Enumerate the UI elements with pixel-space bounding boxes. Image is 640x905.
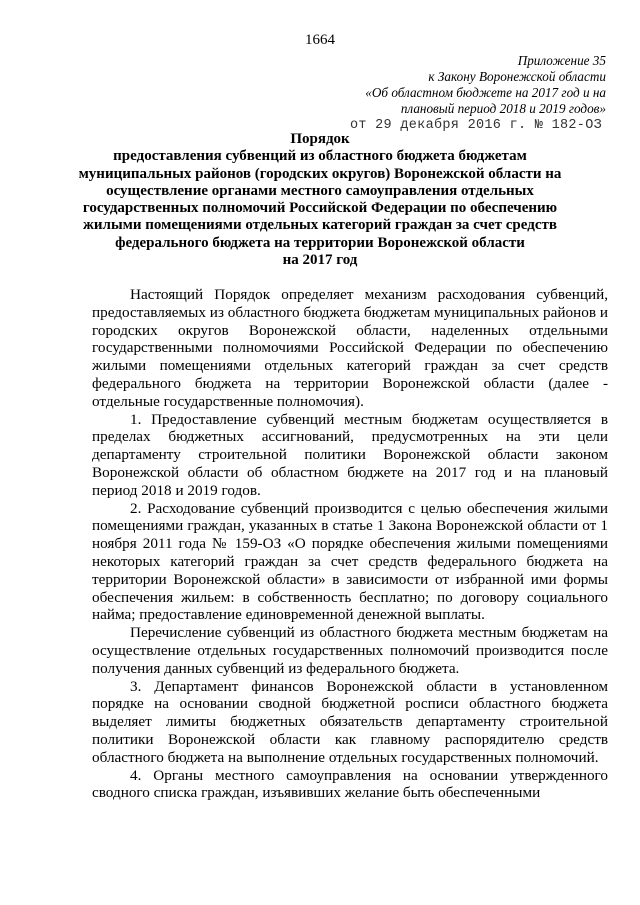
paragraph-2: 2. Расходование субвенций производится с целью обеспечения жилыми помещениями граждан, указанных в статье 1 Закона Воронежской области от 1 ноября 2011 года № 159-ОЗ «О порядке обеспечения жилыми помещениями некоторых категорий граждан за счет средств федерального бюджета на территории Воронежской области» в зависимости от избранной ими формы обеспечения жильем: в собственность бесплатно; по договору социального найма; предоставление единовременной денежной выплаты.	[92, 499, 608, 624]
title-line: федерального бюджета на территории Воронежской области	[115, 234, 525, 251]
annex-reference	[365, 53, 606, 117]
annex-line: «Об областном бюджете на 2017 год и на	[365, 85, 606, 100]
title-line: жилыми помещениями отдельных категорий граждан за счет средств	[83, 217, 557, 234]
document-body	[92, 286, 608, 802]
title-line: предоставления субвенций из областного бюджета бюджетам	[113, 148, 527, 165]
title-line: на 2017 год	[282, 252, 358, 269]
title-line: государственных полномочий Российской Федерации по обеспечению	[82, 200, 558, 217]
title-line: осуществление органами местного самоуправления отдельных	[106, 182, 534, 199]
title-line: муниципальных районов (городских округов) Воронежской области на	[78, 165, 562, 182]
paragraph-3: 3. Департамент финансов Воронежской области в установленном порядке на основании сводной бюджетной росписи областного бюджета выделяет лимиты бюджетных обязательств департаменту строительной политики Воронежской области как главному распорядителю средств областного бюджета на выполнение отдельных государственных полномочий.	[92, 677, 608, 766]
law-date-stamp: от 29 декабря 2016 г. № 182-ОЗ	[349, 118, 602, 133]
annex-line: плановый период 2018 и 2019 годов»	[400, 101, 606, 116]
paragraph-1: 1. Предоставление субвенций местным бюджетам осуществляется в пределах бюджетных ассигнований, предусмотренных на эти цели департаменту строительной политики Воронежской области законом Воронежской области об областном бюджете на 2017 год и на плановый период 2018 и 2019 годов.	[92, 410, 608, 499]
page-number: 1664	[305, 32, 335, 48]
paragraph-intro: Настоящий Порядок определяет механизм расходования субвенций, предоставляемых из областного бюджета бюджетам муниципальных районов и городских округов Воронежской области, наделенных отдельными государственными полномочиями Российской Федерации по обеспечению жилыми помещениями отдельных категорий граждан за счет средств федерального бюджета на территории Воронежской области (далее - отдельные государственные полномочия).	[92, 286, 608, 410]
paragraph-2-continued: Перечисление субвенций из областного бюджета местным бюджетам на осуществление отдельных государственных полномочий производится после получения данных субвенций из федерального бюджета.	[92, 624, 608, 677]
annex-line: Приложение 35	[517, 53, 606, 68]
paragraph-4: 4. Органы местного самоуправления на основании утвержденного сводного списка граждан, изъявивших желание быть обеспеченными	[92, 766, 608, 802]
annex-line: к Закону Воронежской области	[428, 69, 606, 84]
title-heading: Порядок	[290, 131, 350, 147]
document-title	[50, 131, 590, 269]
